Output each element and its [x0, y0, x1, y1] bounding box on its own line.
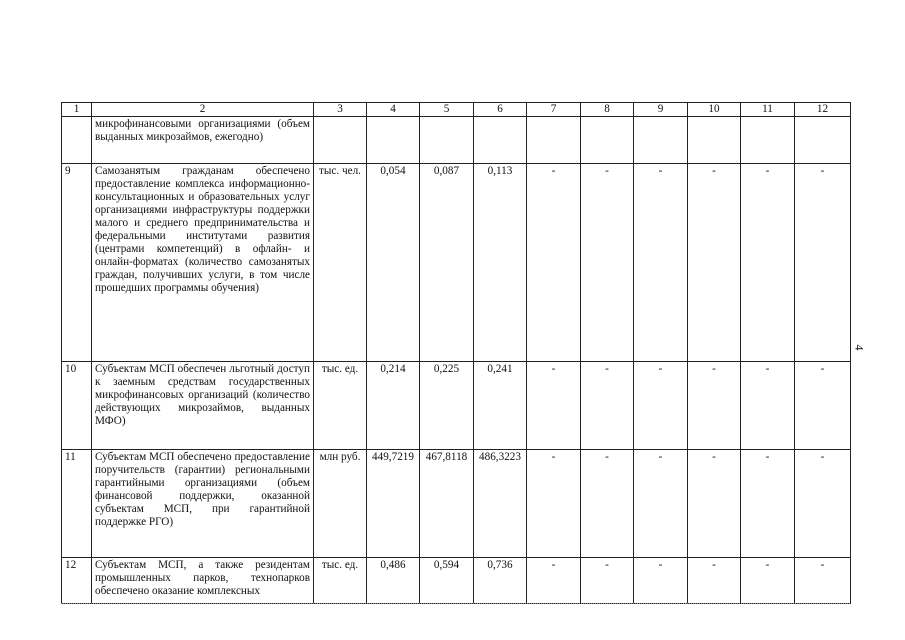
- row-value-6: 0,113: [474, 164, 527, 362]
- row-value-9: -: [634, 164, 688, 362]
- row-value-10: -: [688, 362, 741, 450]
- row-value-12: -: [795, 362, 851, 450]
- table-row: [62, 558, 851, 604]
- row-description: Самозанятым гражданам обеспечено предоставление комплекса информационно-консультационных и образовательных услуг организациями инфраструктуры поддержки малого и среднего предпринимательства и федеральными институтами развития (центрами компетенций) в офлайн- и онлайн-форматах (количество самозанятых граждан, получивших услуги, в том числе прошедших программы обучения): [92, 164, 314, 362]
- row-value-9: -: [634, 558, 688, 604]
- row-value-9: [634, 117, 688, 164]
- row-value-4: [367, 117, 420, 164]
- row-number: [62, 117, 92, 164]
- page-number: 4: [852, 344, 867, 351]
- row-description: Субъектам МСП, а также резидентам промышленных парков, технопарков обеспечено оказание комплексных: [92, 558, 314, 604]
- row-unit: [314, 117, 367, 164]
- row-value-5: 0,087: [420, 164, 474, 362]
- row-value-7: -: [527, 362, 581, 450]
- column-header: 12: [795, 103, 851, 117]
- column-header: 4: [367, 103, 420, 117]
- column-header: 6: [474, 103, 527, 117]
- column-header: 9: [634, 103, 688, 117]
- column-header: 7: [527, 103, 581, 117]
- indicators-table: [61, 102, 851, 604]
- column-header: 3: [314, 103, 367, 117]
- row-value-11: -: [741, 558, 795, 604]
- header-row: [62, 103, 851, 117]
- row-value-12: -: [795, 450, 851, 558]
- row-value-4: 449,7219: [367, 450, 420, 558]
- row-value-6: 0,736: [474, 558, 527, 604]
- row-value-4: 0,486: [367, 558, 420, 604]
- row-value-7: [527, 117, 581, 164]
- row-unit: тыс. ед.: [314, 558, 367, 604]
- table-row: [62, 450, 851, 558]
- row-value-12: -: [795, 164, 851, 362]
- row-description: микрофинансовыми организациями (объем выданных микрозаймов, ежегодно): [92, 117, 314, 164]
- row-unit: млн руб.: [314, 450, 367, 558]
- row-value-7: -: [527, 164, 581, 362]
- row-value-8: -: [581, 558, 634, 604]
- row-unit: тыс. чел.: [314, 164, 367, 362]
- column-header: 5: [420, 103, 474, 117]
- row-unit: тыс. ед.: [314, 362, 367, 450]
- table-row: [62, 164, 851, 362]
- column-header: 11: [741, 103, 795, 117]
- row-value-10: -: [688, 450, 741, 558]
- row-value-11: -: [741, 362, 795, 450]
- column-header: 10: [688, 103, 741, 117]
- row-value-8: -: [581, 164, 634, 362]
- row-value-8: -: [581, 362, 634, 450]
- table-row: [62, 362, 851, 450]
- row-value-5: 0,225: [420, 362, 474, 450]
- column-header: 8: [581, 103, 634, 117]
- row-value-6: 486,3223: [474, 450, 527, 558]
- page-bottom-rule: [61, 603, 850, 604]
- row-value-10: [688, 117, 741, 164]
- row-description: Субъектам МСП обеспечено предоставление поручительств (гарантии) региональными гарантийными организациями (объем финансовой поддержки, оказанной субъектам МСП, при гарантийной поддержке РГО): [92, 450, 314, 558]
- row-value-7: -: [527, 450, 581, 558]
- row-value-4: 0,054: [367, 164, 420, 362]
- row-value-9: -: [634, 450, 688, 558]
- row-number: 12: [62, 558, 92, 604]
- column-header: 1: [62, 103, 92, 117]
- row-number: 10: [62, 362, 92, 450]
- row-value-4: 0,214: [367, 362, 420, 450]
- row-value-9: -: [634, 362, 688, 450]
- row-value-12: -: [795, 558, 851, 604]
- row-number: 11: [62, 450, 92, 558]
- row-value-12: [795, 117, 851, 164]
- row-value-7: -: [527, 558, 581, 604]
- row-value-10: -: [688, 164, 741, 362]
- row-value-11: -: [741, 450, 795, 558]
- row-value-8: -: [581, 450, 634, 558]
- row-value-11: [741, 117, 795, 164]
- row-value-6: [474, 117, 527, 164]
- column-header: 2: [92, 103, 314, 117]
- row-number: 9: [62, 164, 92, 362]
- row-description: Субъектам МСП обеспечен льготный доступ к заемным средствам государственных микрофинансовых организаций (количество действующих микрозаймов, выданных МФО): [92, 362, 314, 450]
- table-row: [62, 117, 851, 164]
- row-value-5: [420, 117, 474, 164]
- row-value-5: 467,8118: [420, 450, 474, 558]
- row-value-6: 0,241: [474, 362, 527, 450]
- row-value-8: [581, 117, 634, 164]
- row-value-11: -: [741, 164, 795, 362]
- row-value-5: 0,594: [420, 558, 474, 604]
- row-value-10: -: [688, 558, 741, 604]
